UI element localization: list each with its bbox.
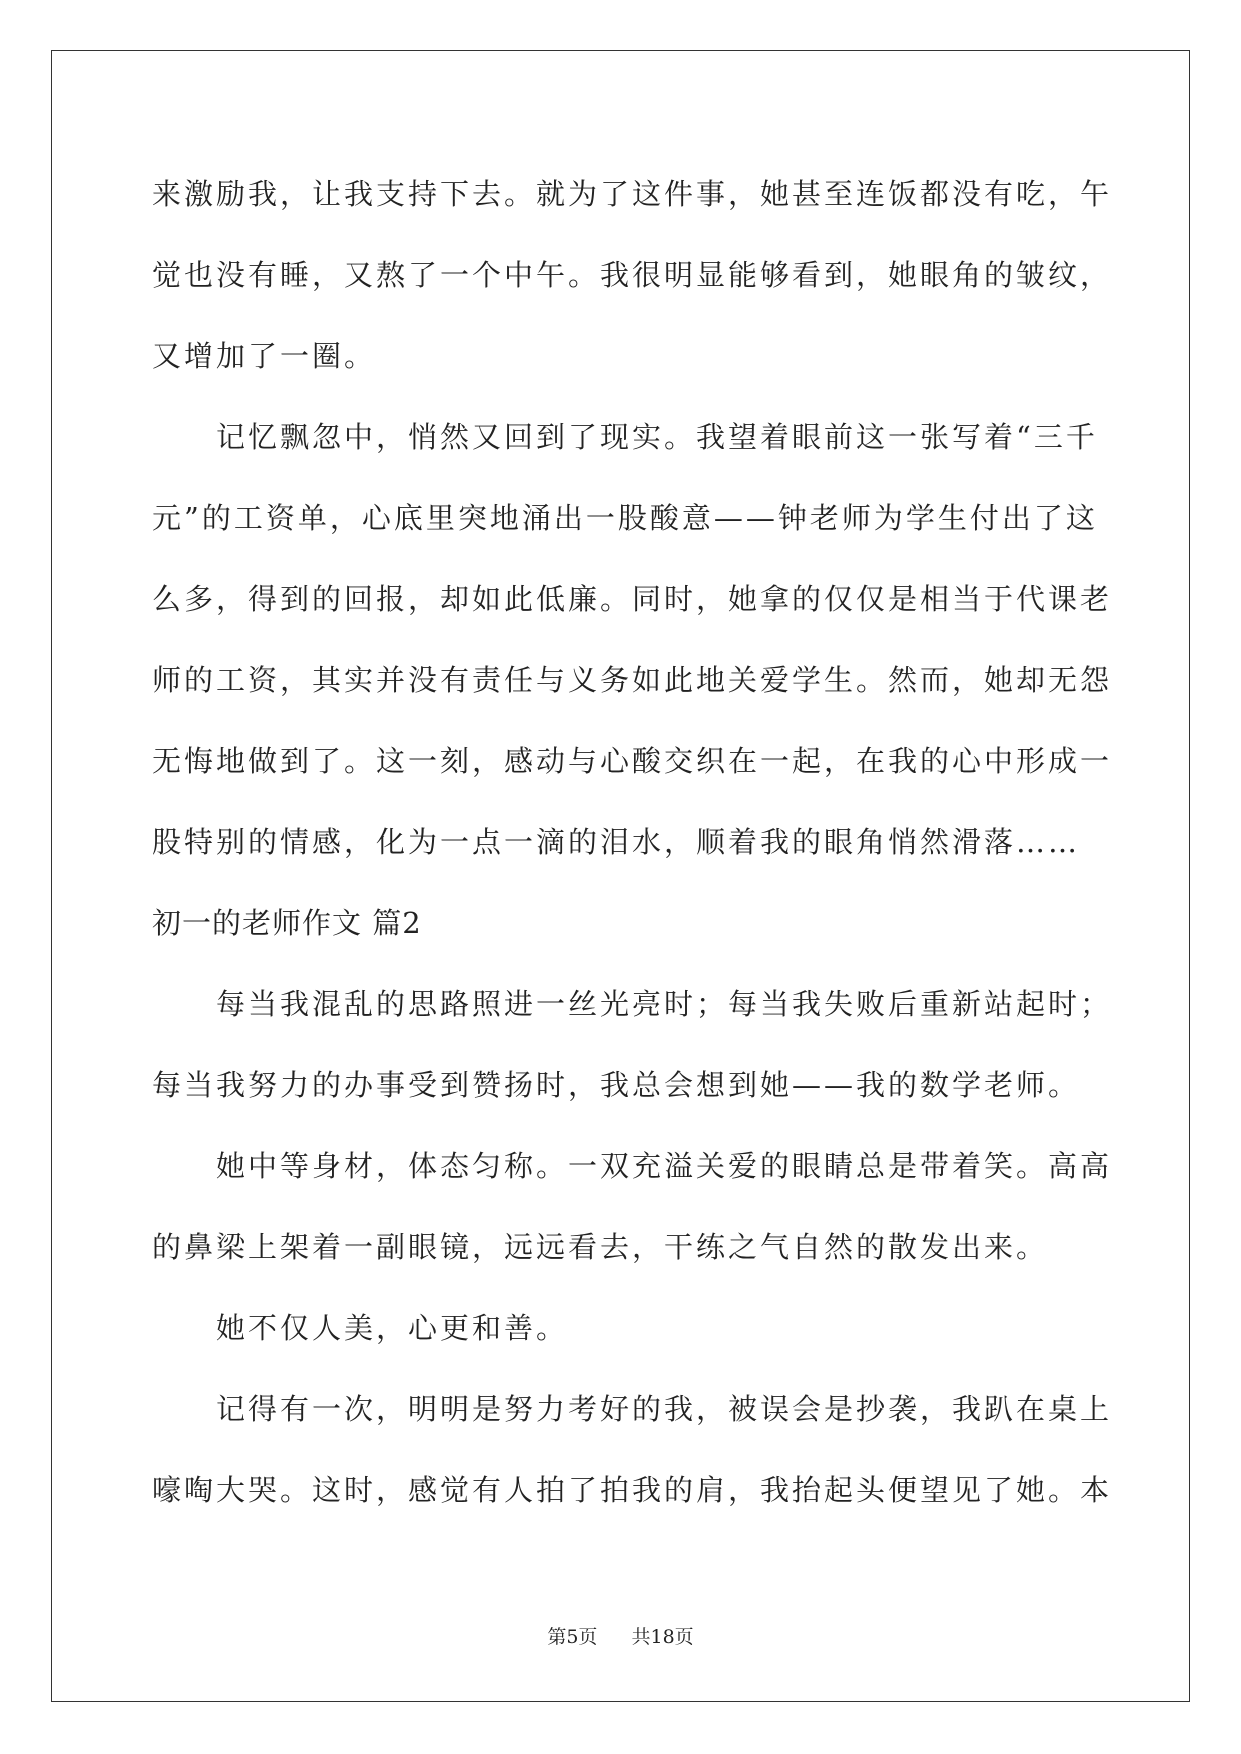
page-footer bbox=[0, 1622, 1241, 1649]
text-line: 师的工资，其实并没有责任与义务如此地关爱学生。然而，她却无怨 bbox=[152, 663, 1113, 697]
text-line: 记忆飘忽中，悄然又回到了现实。我望着眼前这一张写着“三千 bbox=[216, 420, 1098, 454]
text-line: 觉也没有睡，又熬了一个中午。我很明显能够看到，她眼角的皱纹， bbox=[152, 258, 1113, 292]
text-line: 无悔地做到了。这一刻，感动与心酸交织在一起，在我的心中形成一 bbox=[152, 744, 1113, 778]
text-line: 么多，得到的回报，却如此低廉。同时，她拿的仅仅是相当于代课老 bbox=[152, 582, 1113, 616]
text-line: 记得有一次，明明是努力考好的我，被误会是抄袭，我趴在桌上 bbox=[216, 1392, 1113, 1426]
text-line: 股特别的情感，化为一点一滴的泪水，顺着我的眼角悄然滑落…… bbox=[152, 825, 1081, 859]
text-line: 元”的工资单，心底里突地涌出一股酸意——钟老师为学生付出了这 bbox=[152, 501, 1098, 535]
text-line: 嚎啕大哭。这时，感觉有人拍了拍我的肩，我抬起头便望见了她。本 bbox=[152, 1473, 1113, 1507]
text-line: 来激励我，让我支持下去。就为了这件事，她甚至连饭都没有吃，午 bbox=[152, 177, 1113, 211]
text-line: 每当我努力的办事受到赞扬时，我总会想到她——我的数学老师。 bbox=[152, 1068, 1081, 1102]
text-line: 她不仅人美，心更和善。 bbox=[216, 1311, 569, 1345]
text-line: 每当我混乱的思路照进一丝光亮时；每当我失败后重新站起时； bbox=[216, 987, 1113, 1021]
section-heading: 初一的老师作文 篇2 bbox=[152, 906, 422, 940]
document-body bbox=[152, 160, 1113, 1537]
page-number: 第5页 bbox=[547, 1626, 598, 1648]
page-total: 共18页 bbox=[631, 1626, 694, 1648]
text-line: 又增加了一圈。 bbox=[152, 339, 377, 373]
text-line: 的鼻梁上架着一副眼镜，远远看去，干练之气自然的散发出来。 bbox=[152, 1230, 1049, 1264]
text-line: 她中等身材，体态匀称。一双充溢关爱的眼睛总是带着笑。高高 bbox=[216, 1149, 1113, 1183]
